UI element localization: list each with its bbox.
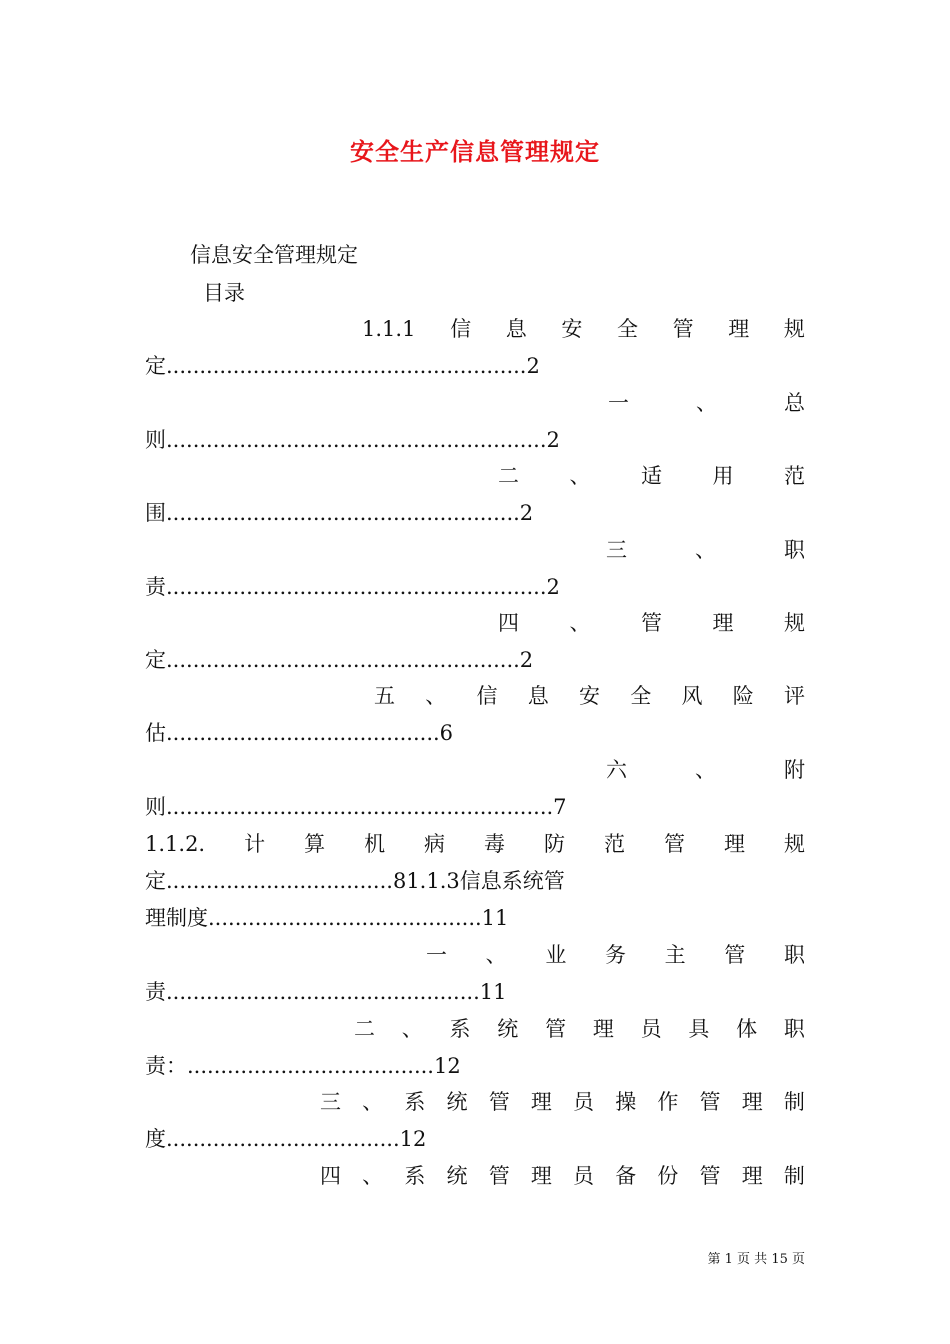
toc-entry-char: 系 [449,1017,471,1041]
toc-entry-char: 管 [699,1090,721,1114]
toc-entry-char: 作 [657,1090,679,1114]
toc-entry-leader: 定..................................81.1.3信息系统管 [145,869,565,893]
toc-entry-char: 理 [530,1164,552,1188]
toc-entry-char: 用 [712,464,734,488]
toc-entry-char: 适 [641,464,662,488]
toc-entry-char: 四 [320,1164,341,1188]
toc-entry-char: 务 [604,943,626,967]
toc-entry-char: 、 [569,611,591,635]
toc-entry-char: 安 [561,317,583,341]
toc-entry-char: 理 [728,317,750,341]
toc-entry-char: 系 [404,1164,426,1188]
toc-entry-leader: 估.........................................6 [145,721,454,745]
toc-entry-char: 理 [592,1017,614,1041]
toc-entry-char: 六 [606,758,627,782]
toc-entry-char: 三 [606,538,627,562]
toc-entry-char: 信 [450,317,472,341]
toc-entry-title [145,830,805,858]
toc-entry-char: 全 [617,317,638,341]
toc-entry-title [354,1015,805,1043]
toc-entry-leader: 围.....................................................2 [145,501,534,525]
toc-entry-char: 病 [424,832,446,856]
toc-entry-title [362,315,805,343]
toc-entry-char: 评 [784,684,805,708]
toc-entry-char: 二 [498,464,519,488]
toc-entry-char: 、 [485,943,507,967]
toc-entry-char: 息 [505,317,527,341]
toc-entry-char: 信 [476,684,498,708]
toc-entry-title [608,389,805,417]
toc-entry-char: 操 [615,1090,637,1114]
toc-entry-char: 职 [784,538,805,562]
toc-entry-char: 息 [527,684,549,708]
toc-entry-char: 职 [783,943,805,967]
toc-entry-char: 防 [544,832,566,856]
toc-entry-char: 体 [736,1017,758,1041]
toc-entry-char: 1.1.1 [362,317,416,341]
toc-entry-char: 总 [784,391,805,415]
toc-entry-char: 理 [723,832,745,856]
toc-entry-char: 职 [783,1017,805,1041]
toc-entry-leader: 则.........................................................2 [145,428,560,452]
document-title: 安全生产信息管理规定 [350,137,600,166]
toc-entry-char: 系 [404,1090,426,1114]
toc-entry-leader: 度...................................12 [145,1127,427,1151]
toc-entry-char: 统 [446,1164,468,1188]
toc-entry-char: 规 [783,832,805,856]
toc-entry-char: 一 [426,943,447,967]
toc-entry-title [498,462,805,490]
toc-entry-char: 管 [488,1164,510,1188]
toc-entry-leader: 责：.....................................12 [145,1054,461,1078]
toc-entry-char: 管 [672,317,694,341]
toc-entry-char: 统 [446,1090,468,1114]
toc-entry-char: 险 [732,684,754,708]
toc-entry-char: 理 [741,1090,763,1114]
toc-entry-char: 备 [615,1164,637,1188]
toc-entry-char: 统 [497,1017,519,1041]
toc-entry-char: 管 [663,832,685,856]
toc-entry-title [320,1162,805,1190]
toc-entry-char: 范 [784,464,805,488]
toc-entry-char: 份 [657,1164,679,1188]
toc-entry-char: 、 [696,391,717,415]
toc-entry-title [426,941,805,969]
toc-entry-char: 员 [573,1090,595,1114]
toc-entry-char: 规 [783,317,805,341]
toc-entry-char: 毒 [484,832,506,856]
toc-entry-char: 主 [664,943,686,967]
toc-entry-title [498,609,805,637]
toc-entry-char: 、 [362,1164,384,1188]
toc-entry-char: 、 [401,1017,423,1041]
toc-entry-char: 员 [640,1017,662,1041]
toc-entry-char: 、 [425,684,447,708]
toc-entry-char: 1.1.2. [145,832,206,856]
toc-entry-char: 算 [304,832,326,856]
toc-entry-char: 管 [488,1090,510,1114]
toc-entry-title [606,756,805,784]
toc-entry-char: 管 [724,943,746,967]
toc-entry-char: 风 [681,684,703,708]
toc-entry-char: 五 [374,684,395,708]
toc-entry-leader: 定.....................................................2 [145,648,534,672]
page-footer: 第 1 页 共 15 页 [707,1252,805,1267]
toc-entry-char: 、 [695,538,716,562]
toc-entry-char: 理 [712,611,734,635]
toc-entry-char: 机 [364,832,386,856]
toc-entry-leader: 责...............................................11 [145,980,507,1004]
toc-entry-char: 、 [569,464,591,488]
toc-heading: 目录 [203,281,245,305]
toc-entry-char: 管 [699,1164,721,1188]
toc-entry-char: 、 [362,1090,384,1114]
toc-entry-char: 全 [630,684,652,708]
toc-entry-char: 管 [545,1017,567,1041]
toc-entry-char: 制 [783,1164,805,1188]
toc-entry-char: 、 [695,758,716,782]
toc-entry-title [320,1088,805,1116]
toc-entry-char: 理 [530,1090,552,1114]
toc-entry-char: 业 [545,943,567,967]
toc-entry-char: 三 [320,1090,341,1114]
toc-entry-char: 管 [641,611,662,635]
toc-entry-char: 计 [244,832,266,856]
toc-entry-title [606,536,805,564]
toc-entry-char: 具 [688,1017,710,1041]
toc-entry-leader: 则..........................................................7 [145,795,567,819]
subtitle: 信息安全管理规定 [190,243,358,267]
toc-entry-title [374,682,805,710]
toc-entry-char: 四 [498,611,519,635]
toc-entry-char: 附 [784,758,805,782]
toc-entry-leader: 责.........................................................2 [145,575,560,599]
toc-entry-char: 二 [354,1017,375,1041]
toc-entry-leader: 定......................................................2 [145,354,540,378]
toc-entry-char: 一 [608,391,629,415]
toc-entry-char: 安 [579,684,600,708]
toc-entry-char: 员 [573,1164,595,1188]
toc-entry-char: 理 [741,1164,763,1188]
toc-entry-char: 制 [783,1090,805,1114]
toc-entry-char: 规 [784,611,805,635]
toc-entry-leader: 理制度.........................................11 [145,906,509,930]
toc-entry-char: 范 [604,832,625,856]
